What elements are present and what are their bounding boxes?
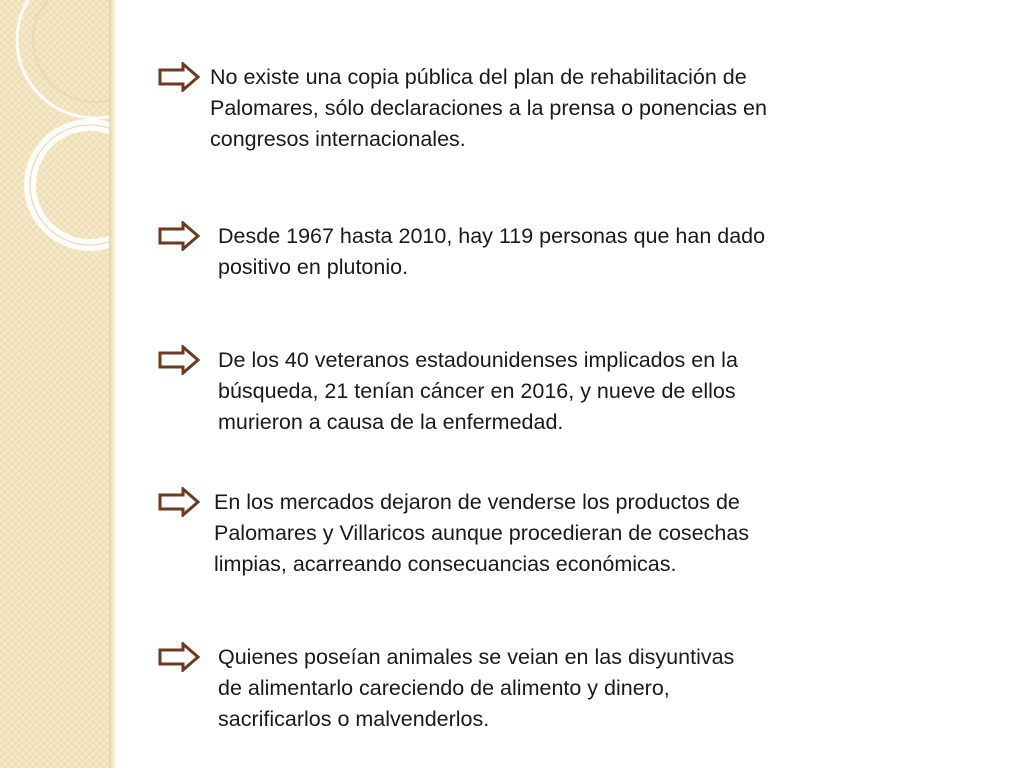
right-arrow-icon: [158, 221, 200, 256]
right-arrow-icon: [158, 487, 200, 522]
decorative-sidebar: [0, 0, 112, 768]
bullet-text: Quienes poseían animales se veian en las disyuntivas de alimentarlo careciendo de alimento y dinero, sacrificarlos o malvenderlos.: [218, 645, 735, 731]
bullet-text: De los 40 veteranos estadounidenses implicados en la búsqueda, 21 tenían cáncer en 2016, y nueve de ellos murieron a causa de la enfermedad.: [218, 348, 738, 434]
bullet-text: Desde 1967 hasta 2010, hay 119 personas que han dado positivo en plutonio.: [218, 224, 766, 279]
right-arrow-icon: [158, 345, 200, 380]
right-arrow-icon: [158, 642, 200, 677]
decorative-rings: [0, 0, 112, 768]
bullet-text: No existe una copia pública del plan de rehabilitación de Palomares, sólo declaraciones a la prensa o ponencias en congresos internacionales.: [210, 65, 767, 151]
sidebar-edge: [109, 0, 117, 768]
right-arrow-icon: [158, 62, 200, 97]
bullet-text: En los mercados dejaron de venderse los productos de Palomares y Villaricos aunque procedieran de cosechas limpias, acarreando consecuancias económicas.: [214, 490, 750, 576]
